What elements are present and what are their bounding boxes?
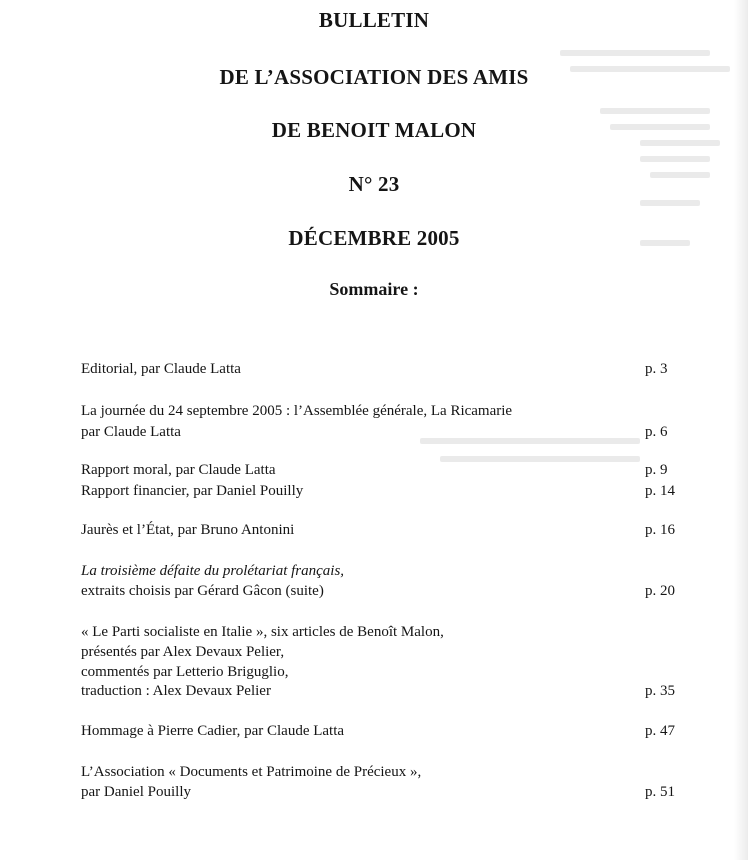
toc-entry-text: Rapport moral, par Claude Latta <box>81 462 276 478</box>
toc-entry-text: Hommage à Pierre Cadier, par Claude Latta <box>81 723 345 739</box>
table-of-contents-title: Sommaire : <box>329 279 419 299</box>
bulletin-title: BULLETIN <box>318 8 430 32</box>
toc-page-number: p. 16 <box>645 522 675 538</box>
toc-entry-text: Rapport financier, par Daniel Pouilly <box>81 483 304 499</box>
issue-number: N° 23 <box>348 172 400 196</box>
issue-date: DÉCEMBRE 2005 <box>288 226 460 250</box>
toc-page-number: p. 35 <box>645 683 675 699</box>
toc-page-number: p. 14 <box>645 483 675 499</box>
toc-entry-text: commentés par Letterio Briguglio, <box>81 664 289 680</box>
toc-entry-text: La troisième défaite du prolétariat français, <box>81 563 345 579</box>
association-name: DE BENOIT MALON <box>271 118 477 142</box>
toc-entry-text: par Daniel Pouilly <box>81 784 191 800</box>
toc-entry-text: « Le Parti socialiste en Italie », six articles de Benoît Malon, <box>81 624 444 640</box>
toc-entry-text: par Claude Latta <box>81 424 181 440</box>
toc-page-number: p. 3 <box>645 361 668 377</box>
toc-entry-text: Jaurès et l’État, par Bruno Antonini <box>81 522 295 538</box>
toc-entry-text: Editorial, par Claude Latta <box>81 361 241 377</box>
toc-page-number: p. 20 <box>645 583 675 599</box>
toc-entry-text: présentés par Alex Devaux Pelier, <box>81 644 285 660</box>
toc-entry-text: traduction : Alex Devaux Pelier <box>81 683 271 699</box>
toc-page-number: p. 51 <box>645 784 675 800</box>
toc-page-number: p. 6 <box>645 424 668 440</box>
toc-entry-text: La journée du 24 septembre 2005 : l’Assemblée générale, La Ricamarie <box>81 403 513 419</box>
toc-entry-text: L’Association « Documents et Patrimoine de Précieux », <box>81 764 422 780</box>
toc-entry-text: extraits choisis par Gérard Gâcon (suite) <box>81 583 324 599</box>
toc-page-number: p. 47 <box>645 723 675 739</box>
association-title: DE L’ASSOCIATION DES AMIS <box>219 65 529 89</box>
toc-page-number: p. 9 <box>645 462 668 478</box>
